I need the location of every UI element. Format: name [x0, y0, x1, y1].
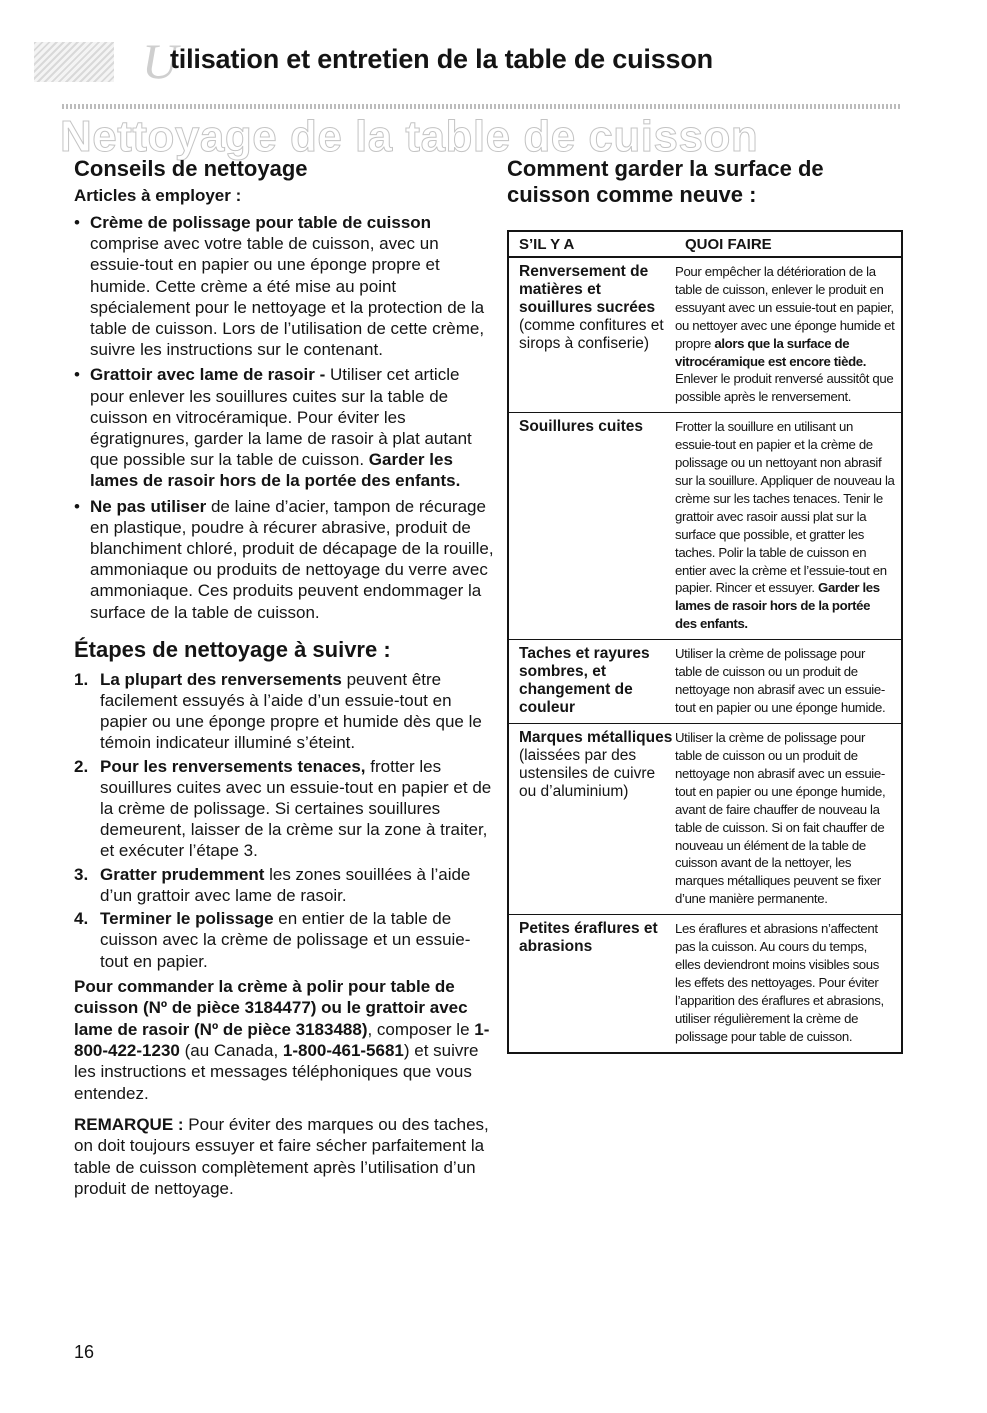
- action-cell: [675, 920, 895, 1045]
- tip-lead: Crème de polissage pour table de cuisson: [90, 213, 432, 232]
- steps-list: [74, 669, 494, 972]
- action-text: Utiliser la crème de polissage pour table de cuisson ou un produit de nettoyage non abrasif avec un essuie-tout en papier ou une éponge humide.: [675, 646, 886, 715]
- step-number: 1.: [74, 669, 89, 689]
- tip-item: [74, 496, 494, 623]
- header-condition: S’IL Y A: [519, 235, 575, 253]
- step-lead: Gratter prudemment: [100, 864, 265, 884]
- note-text: Pour éviter des marques ou des taches, on doit toujours essuyer et faire sécher parfaitement la table de cuisson complètement après l’utilisation d’un produit de nettoyage.: [74, 1115, 489, 1198]
- tip-text: de laine d’acier, tampon de récurage en plastique, poudre à récurer abrasive, produit de blanchiment chloré, produit de décapage de la rouille, ammoniaque ou produits de nettoyage du verre avec ammoniaque. Ces produits peuvent endommager la surface de la table de cuisson.: [90, 496, 494, 622]
- phone-us: 1-800-422-1230: [74, 1019, 490, 1060]
- action-cell: [675, 645, 895, 717]
- step-text: en entier de la table de cuisson avec la crème de polissage et un essuie-tout en papier.: [100, 909, 471, 971]
- care-table-header: [509, 232, 901, 258]
- order-text: ) et suivre les instructions et messages téléphoniques que vous entendez.: [74, 1040, 479, 1103]
- action-text: Les éraflures et abrasions n’affectent pas la cuisson. Au cours du temps, elles deviendront moins visibles sous les effets des nettoyages. Pour éviter l’apparition des éraflures et abrasions, utiliser régulièrement la crème de polissage pour table de cuisson.: [675, 921, 884, 1044]
- step-number: 3.: [74, 864, 89, 884]
- action-text: Frotter la souillure en utilisant un essuie-tout en papier et la crème de polissage ou un nettoyant non abrasif sur la souillure. Appliquer de nouveau la crème sur les taches tenaces. Tenir le grattoir avec rasoir aussi plat sur la surface que possible, et gratter les taches. Polir la table de cuisson en entier avec la crème et l’essuie-tout en papier. Rincer et essuyer.: [675, 419, 895, 596]
- step-item: [74, 908, 494, 972]
- tip-item: [74, 212, 494, 360]
- header-initial: U: [142, 33, 179, 89]
- condition-cell: [509, 729, 675, 908]
- action-cell: [675, 418, 895, 633]
- condition-lead: Taches et rayures sombres, et changement de couleur: [519, 645, 650, 717]
- section-title: Nettoyage de la table de cuisson: [60, 112, 759, 161]
- items-title: Articles à employer :: [74, 186, 242, 205]
- condition-cell: [509, 418, 675, 633]
- table-row: [509, 724, 901, 915]
- care-table: [507, 230, 903, 1054]
- step-text: les zones souillées à l’aide d’un grattoir avec lame de rasoir.: [100, 864, 471, 905]
- tip-lead: Grattoir avec lame de rasoir -: [90, 365, 326, 385]
- action-tail: Enlever le produit renversé aussitôt que possible après le renversement.: [675, 371, 894, 405]
- condition-text: (comme confitures et sirops à confiserie): [519, 317, 664, 352]
- section-rule: [62, 104, 902, 109]
- header-action: QUOI FAIRE: [685, 235, 772, 253]
- condition-lead: Marques métalliques: [519, 729, 673, 747]
- right-column: [507, 156, 903, 1054]
- step-text: frotter les souillures cuites avec un essuie-tout en papier et de la crème de polissage. Si certaines souillures demeurent, laisser de la crème sur la zone à traiter, et exécuter l’étape 3.: [100, 756, 492, 861]
- action-cell: [675, 263, 895, 406]
- step-number: 4.: [74, 909, 89, 929]
- table-row: [509, 413, 901, 640]
- order-text: , composer le: [367, 1019, 475, 1039]
- order-text: (au Canada,: [179, 1040, 283, 1060]
- order-parts: Pour commander la crème à polir pour table de cuisson (Nº de pièce 3184477) ou le grattoir avec lame de rasoir (Nº de pièce 3183488): [74, 976, 468, 1039]
- tips-title: Conseils de nettoyage: [74, 156, 308, 181]
- header-ornament-icon: [34, 42, 114, 82]
- action-bold: alors que la surface de vitrocéramique est encore tiède.: [675, 335, 867, 369]
- condition-cell: [509, 645, 675, 717]
- order-info: [74, 976, 494, 1104]
- table-row: [509, 640, 901, 724]
- step-item: [74, 864, 494, 906]
- care-title: Comment garder la surface de cuisson comme neuve :: [507, 156, 824, 207]
- action-text: Utiliser la crème de polissage pour table de cuisson ou un produit de nettoyage non abrasif avec un essuie-tout en papier ou une éponge humide, avant de faire chauffer de nouveau la table de cuisson. Si on fait chauffer de nouveau un élément de la table de cuisson avant de la nettoyer, les marques métalliques peuvent se fixer d’une manière permanente.: [675, 730, 886, 907]
- condition-text: (laissées par des ustensiles de cuivre ou d’aluminium): [519, 747, 656, 801]
- tips-list: [74, 212, 494, 623]
- phone-canada: 1-800-461-5681: [282, 1040, 404, 1060]
- condition-lead: Petites éraflures et abrasions: [519, 920, 658, 956]
- step-lead: Pour les renversements tenaces,: [100, 756, 366, 776]
- table-row: [509, 915, 901, 1051]
- tip-text: Utiliser cet article pour enlever les souillures cuites sur la table de cuisson en vitrocéramique. Pour éviter les égratignures, garder la lame de rasoir à plat autant que possible sur la table de cuisson.: [90, 365, 472, 470]
- table-row: [509, 258, 901, 413]
- left-column: [74, 156, 494, 1199]
- page-number: 16: [74, 1342, 95, 1362]
- step-number: 2.: [74, 756, 89, 776]
- note-lead: REMARQUE :: [74, 1115, 184, 1135]
- tip-lead: Ne pas utiliser: [90, 496, 207, 516]
- step-lead: Terminer le polissage: [100, 909, 274, 929]
- header-title: tilisation et entretien de la table de cuisson: [170, 44, 713, 74]
- step-item: [74, 669, 494, 754]
- condition-cell: [509, 920, 675, 1045]
- page-header: [34, 33, 914, 92]
- condition-lead: Renversement de matières et souillures sucrées: [519, 263, 656, 316]
- condition-cell: [509, 263, 675, 406]
- note: [74, 1114, 494, 1199]
- condition-lead: Souillures cuites: [519, 418, 644, 436]
- action-cell: [675, 729, 895, 908]
- step-item: [74, 756, 494, 862]
- action-bold: Garder les lames de rasoir hors de la portée des enfants.: [675, 580, 880, 632]
- steps-title: Étapes de nettoyage à suivre :: [74, 636, 391, 662]
- step-lead: La plupart des renversements: [100, 669, 342, 689]
- tip-text: comprise avec votre table de cuisson, avec un essuie-tout en papier ou une éponge propre et humide. Cette crème a été mise au point spécialement pour le nettoyage et la protection de la table de cuisson. Lors de l’utilisation de cette crème, suivre les instructions sur le contenant.: [90, 234, 485, 360]
- tip-item: [74, 364, 494, 491]
- action-text: Pour empêcher la détérioration de la table de cuisson, enlever le produit en essuyant avec un essuie-tout en papier, ou nettoyer avec une éponge humide et propre: [675, 264, 895, 351]
- step-text: peuvent être facilement essuyés à l’aide d’un essuie-tout en papier ou une éponge propre et humide dès que le témoin indicateur illuminé s’éteint.: [100, 669, 482, 753]
- tip-warning: Garder les lames de rasoir hors de la portée des enfants.: [90, 450, 461, 491]
